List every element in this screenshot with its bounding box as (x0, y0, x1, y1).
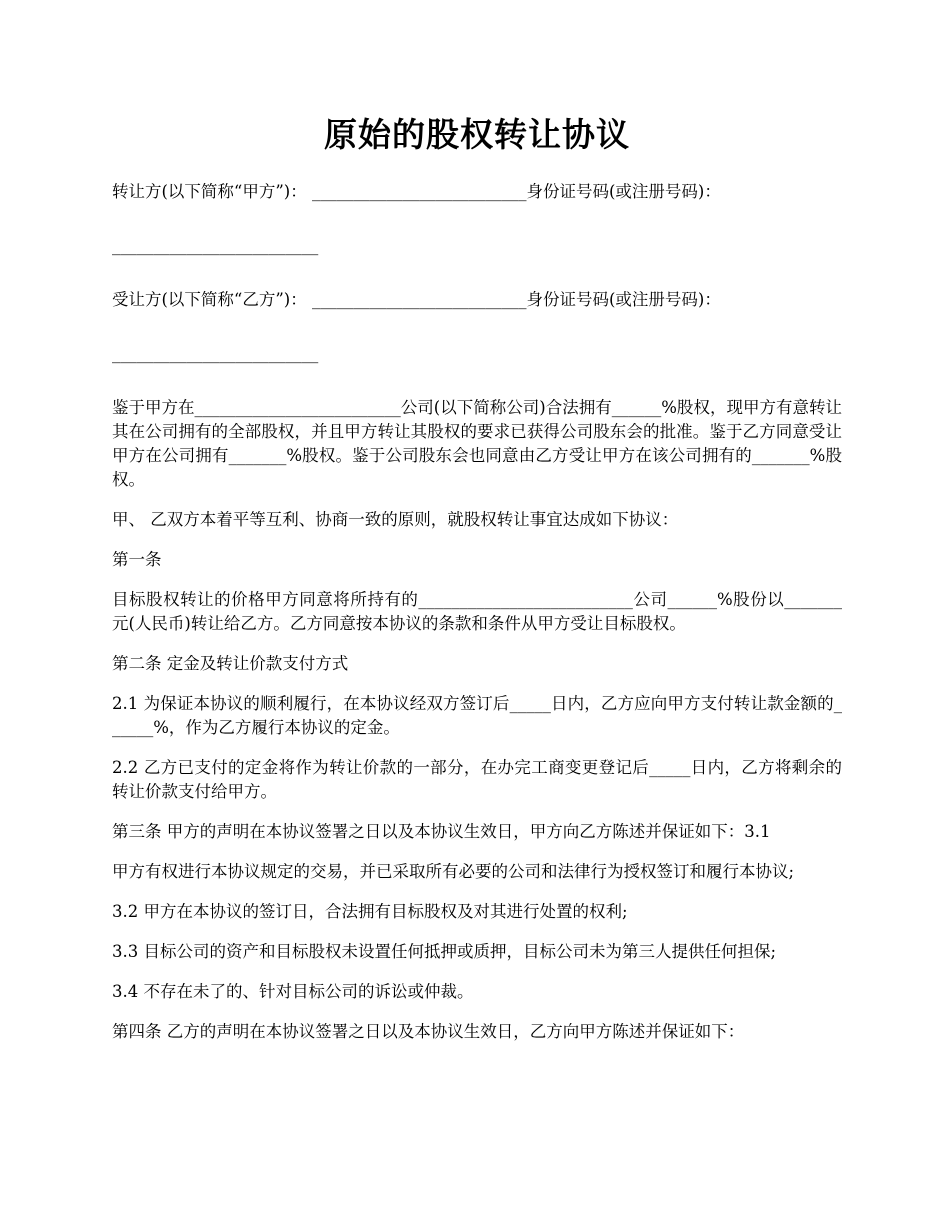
clause-2-1: 2.1 为保证本协议的顺利履行，在本协议经双方签订后_____日内，乙方应向甲方支付转让款金额的______%，作为乙方履行本协议的定金。 (112, 694, 842, 737)
article-4-heading: 第四条 乙方的声明在本协议签署之日以及本协议生效日，乙方向甲方陈述并保证如下： (112, 1022, 745, 1041)
article-1-body: 目标股权转让的价格甲方同意将所持有的__________________________公司______%股份以_______元(人民币)转让给乙方。乙方同意按本协议的条款和条件从甲方受让目标股权。 (112, 590, 842, 633)
principle-paragraph: 甲、 乙双方本着平等互利、协商一致的原则，就股权转让事宜达成如下协议： (112, 510, 679, 529)
clause-3-3: 3.3 目标公司的资产和目标股权未设置任何抵押或质押，目标公司未为第三人提供任何担保; (112, 942, 777, 961)
clause-3-2: 3.2 甲方在本协议的签订日，合法拥有目标股权及对其进行处置的权利; (112, 902, 628, 921)
document-page (112, 110, 842, 1060)
recitals-paragraph: 鉴于甲方在_________________________公司(以下简称公司)合法拥有______%股权，现甲方有意转让其在公司拥有的全部股权，并且甲方转让其股权的要求已获得公司股东会的批准。鉴于乙方同意受让甲方在公司拥有_______%股权。鉴于公司股东会也同意由乙方受让甲方在该公司拥有的_______%股权。 (112, 398, 842, 489)
article-2-heading: 第二条 定金及转让价款支付方式 (112, 654, 349, 673)
transferor-id-blank: _________________________ (112, 236, 319, 255)
transferee-id-blank: _________________________ (112, 344, 319, 363)
clause-3-1-body: 甲方有权进行本协议规定的交易，并已采取所有必要的公司和法律行为授权签订和履行本协议; (112, 862, 795, 881)
document-title: 原始的股权转让协议 (324, 115, 630, 154)
transferor-line: 转让方(以下简称“甲方”)： __________________________身份证号码(或注册号码)： (112, 182, 721, 201)
article-3-heading: 第三条 甲方的声明在本协议签署之日以及本协议生效日，甲方向乙方陈述并保证如下：3.1 (112, 822, 771, 841)
article-1-heading: 第一条 (112, 550, 162, 569)
clause-2-2: 2.2 乙方已支付的定金将作为转让价款的一部分，在办完工商变更登记后_____日内，乙方将剩余的转让价款支付给甲方。 (112, 758, 842, 801)
clause-3-4: 3.4 不存在未了的、针对目标公司的诉讼或仲裁。 (112, 982, 474, 1001)
transferee-line: 受让方(以下简称“乙方”)： __________________________身份证号码(或注册号码)： (112, 290, 721, 309)
